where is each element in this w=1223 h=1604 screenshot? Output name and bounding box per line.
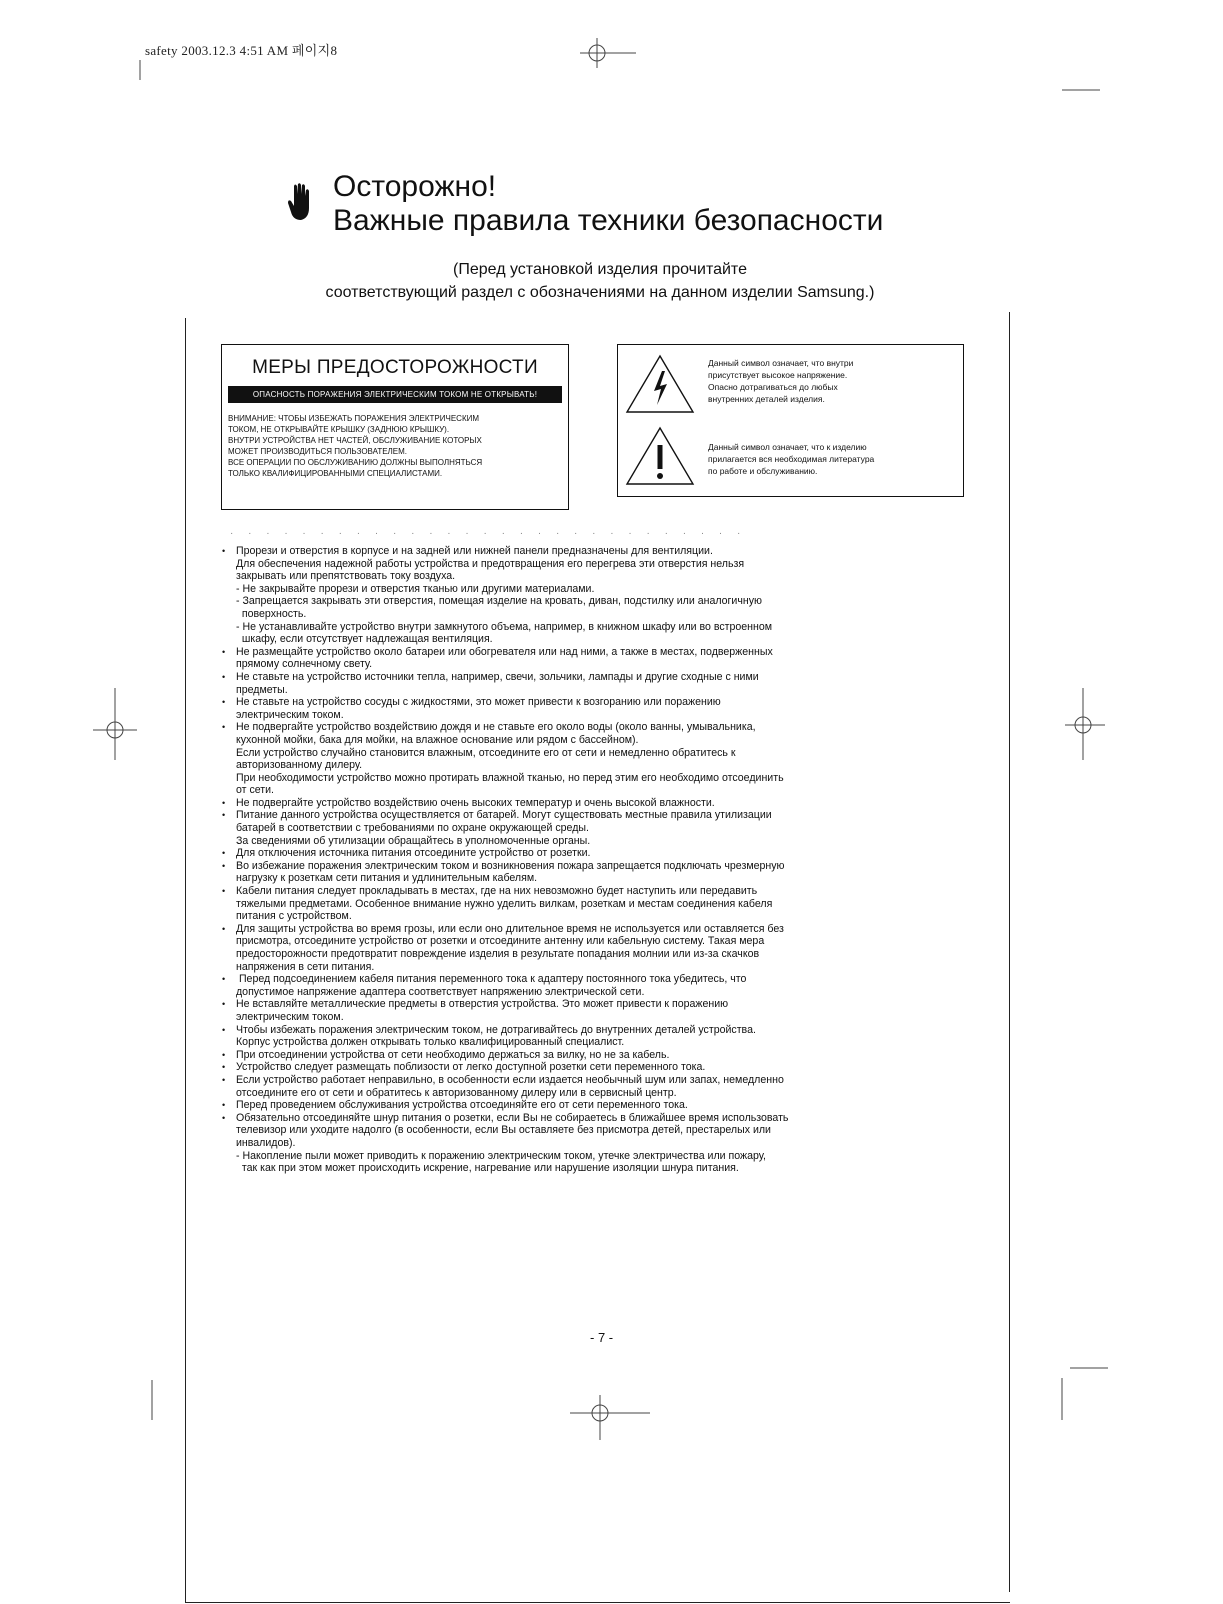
voltage-line: Данный символ означает, что внутри (708, 358, 854, 368)
bullet-item-line: • Прорези и отверстия в корпусе и на задней или нижней панели предназначены для вентиляции. (222, 545, 982, 558)
continuation-line: предметы. (236, 683, 288, 696)
continuation-line: авторизованному дилеру. (236, 759, 363, 772)
continuation-line: предосторожности предотвратит повреждение изделия в результате попадания молнии или из-за скачков (236, 948, 760, 960)
continuation-line: инвалидов). (236, 1136, 296, 1149)
continuation-line: прямому солнечному свету. (236, 658, 373, 671)
caution-line: ТОЛЬКО КВАЛИФИЦИРОВАННЫМИ СПЕЦИАЛИСТАМИ. (228, 469, 443, 478)
literature-line: прилагается вся необходимая литература (708, 454, 875, 464)
caution-line: ВСЕ ОПЕРАЦИИ ПО ОБСЛУЖИВАНИЮ ДОЛЖНЫ ВЫПОЛНЯТЬСЯ (228, 458, 483, 467)
continuation-line: тяжелыми предметами. Особенное внимание нужно уделить вилкам, розеткам и местам соединения кабеля (236, 897, 773, 910)
bullet-item-line: • Чтобы избежать поражения электрическим током, не дотрагивайтесь до внутренних деталей устройства. (222, 1024, 982, 1037)
page-title (333, 170, 883, 238)
frame-left-rule (185, 318, 187, 1603)
bullet-item-line: • Не подвергайте устройство воздействию очень высоких температур и очень высокой влажности. (222, 797, 982, 810)
continuation-line: электрическим током. (236, 1010, 344, 1023)
bullet-item-line: • Во избежание поражения электрическим током и возникновения пожара запрещается подключать чрезмерную (222, 860, 982, 873)
bullet-item-line: • Для защиты устройства во время грозы, или если оно длительное время не используется или оставляется без (222, 923, 982, 936)
continuation-line: - Накопление пыли может приводить к поражению электрическим током, утечке электричества или пожару, (236, 1149, 766, 1162)
voltage-line: присутствует высокое напряжение. (708, 370, 848, 380)
continuation-line: поверхность. (236, 607, 307, 620)
subtitle-line-1: (Перед установкой изделия прочитайте (453, 261, 747, 278)
high-voltage-warning-icon (624, 353, 696, 415)
continuation-line: За сведениями об утилизации обращайтесь в уполномоченные органы. (236, 834, 591, 847)
continuation-line: Корпус устройства должен открывать только квалифицированный специалист. (236, 1036, 625, 1049)
page-number: - 7 - (590, 1330, 614, 1345)
title-line-1: Осторожно! (333, 170, 497, 203)
exclamation-warning-icon (624, 425, 696, 487)
bullet-item-line: • Перед проведением обслуживания устройства отсоединяйте его от сети переменного тока. (222, 1099, 982, 1112)
continuation-line: кухонной мойки, бака для мойки, на влажное основание или рядом с бассейном). (236, 733, 639, 746)
stop-hand-icon (287, 182, 311, 222)
continuation-line: - Не устанавливайте устройство внутри замкнутого объема, например, в книжном шкафу или во встроенном (236, 620, 773, 633)
continuation-line: шкафу, если отсутствует надлежащая вентиляция. (236, 633, 493, 646)
continuation-line: так как при этом может происходить искрение, нагревание или нарушение изоляции шнура питания. (236, 1162, 739, 1175)
bullet-item-line: • Питание данного устройства осуществляется от батарей. Могут существовать местные правила утилизации (222, 809, 982, 822)
continuation-line: нагрузку к розеткам сети питания и удлинительным кабелям. (236, 872, 538, 885)
bullet-item-line: • Не размещайте устройство около батареи или обогревателя или над ними, а также в местах, подверженных (222, 646, 982, 659)
continuation-line: батарей в соответствии с требованиями по охране окружающей среды. (236, 822, 589, 835)
bullet-item-line: • Устройство следует размещать поблизости от легко доступной розетки сети переменного тока. (222, 1061, 982, 1074)
voltage-symbol-text (708, 357, 958, 405)
caution-text (228, 413, 562, 479)
continuation-line: электрическим током. (236, 708, 344, 721)
continuation-line: - Не закрывайте прорези и отверстия тканью или другими материалами. (236, 582, 595, 595)
subtitle-line-2: соответствующий раздел с обозначениями на данном изделии Samsung.) (325, 284, 875, 301)
caution-label (221, 344, 569, 510)
caution-line: ВНИМАНИЕ: ЧТОБЫ ИЗБЕЖАТЬ ПОРАЖЕНИЯ ЭЛЕКТРИЧЕСКИМ (228, 414, 480, 423)
literature-symbol-text (708, 441, 958, 477)
symbols-legend (617, 344, 964, 497)
continuation-line: напряжения в сети питания. (236, 960, 375, 973)
dotted-separator: · · · · · · · · · · · · · · · · · · · · · · · · · · · · · (230, 528, 747, 539)
bullet-item-line: • Если устройство работает неправильно, в особенности если издается необычный шум или запах, немедленно (222, 1074, 982, 1087)
continuation-line: от сети. (236, 784, 275, 797)
bullet-item-line: • Не ставьте на устройство источники тепла, например, свечи, зольчики, лампады и другие сходные с ними (222, 671, 982, 684)
voltage-line: Опасно дотрагиваться до любых (708, 382, 838, 392)
caution-band: ОПАСНОСТЬ ПОРАЖЕНИЯ ЭЛЕКТРИЧЕСКИМ ТОКОМ НЕ ОТКРЫВАТЬ! (228, 386, 562, 403)
bullet-item-line: • Кабели питания следует прокладывать в местах, где на них невозможно будет наступить или передавить (222, 885, 982, 898)
bullet-item-line: • Не вставляйте металлические предметы в отверстия устройства. Это может привести к поражению (222, 998, 982, 1011)
caution-title: МЕРЫ ПРЕДОСТОРОЖНОСТИ (252, 357, 538, 378)
bullet-item-line: • Для отключения источника питания отсоедините устройство от розетки. (222, 847, 982, 860)
title-line-2: Важные правила техники безопасности (333, 204, 884, 237)
bullet-item-line: • Перед подсоединением кабеля питания переменного тока к адаптеру постоянного тока убедитесь, что (222, 973, 982, 986)
continuation-line: закрывать или препятствовать току воздуха. (236, 570, 456, 583)
literature-line: по работе и обслуживанию. (708, 466, 818, 476)
bullet-item-line: • При отсоединении устройства от сети необходимо держаться за вилку, но не за кабель. (222, 1049, 982, 1062)
continuation-line: телевизор или уходите надолго (в особенности, если Вы оставляете без присмотра детей, престарелых или (236, 1124, 771, 1137)
literature-line: Данный символ означает, что к изделию (708, 442, 867, 452)
continuation-line: допустимое напряжение адаптера соответствует напряжению электрической сети. (236, 985, 645, 998)
continuation-line: присмотра, отсоедините устройство от розетки и отсоедините антенну или кабельную систему. Такая мера (236, 935, 765, 948)
continuation-line: - Запрещается закрывать эти отверстия, помещая изделие на кровать, диван, подстилку или аналогичную (236, 595, 762, 608)
continuation-line: отсоедините его от сети и обратитесь к авторизованному дилеру или в сервисный центр. (236, 1086, 677, 1099)
continuation-line: При необходимости устройство можно протирать влажной тканью, но перед этим его необходимо отсоединить (236, 771, 784, 784)
caution-line: МОЖЕТ ПРОИЗВОДИТЬСЯ ПОЛЬЗОВАТЕЛЕМ. (228, 447, 408, 456)
caution-line: ТОКОМ, НЕ ОТКРЫВАЙТЕ КРЫШКУ (ЗАДНЮЮ КРЫШКУ). (228, 425, 450, 434)
frame-right-rule (1009, 312, 1011, 1592)
print-slug: safety 2003.12.3 4:51 AM 페이지8 (145, 43, 338, 58)
continuation-line: Для обеспечения надежной работы устройства и предотвращения его перегрева эти отверстия нельзя (236, 557, 745, 570)
bullet-item-line: • Обязательно отсоединяйте шнур питания о розетки, если Вы не собираетесь в ближайшее время использовать (222, 1112, 982, 1125)
caution-line: ВНУТРИ УСТРОЙСТВА НЕТ ЧАСТЕЙ, ОБСЛУЖИВАНИЕ КОТОРЫХ (228, 436, 482, 445)
voltage-line: внутренних деталей изделия. (708, 394, 825, 404)
bullet-item-line: • Не подвергайте устройство воздействию дождя и не ставьте его около воды (около ванны, умывальника, (222, 721, 982, 734)
continuation-line: питания с устройством. (236, 910, 352, 923)
safety-instructions (222, 545, 982, 1175)
bullet-item-line: • Не ставьте на устройство сосуды с жидкостями, это может привести к возгоранию или поражению (222, 696, 982, 709)
subtitle (150, 258, 1050, 304)
continuation-line: Если устройство случайно становится влажным, отсоедините его от сети и немедленно обратитесь к (236, 746, 736, 759)
instruction-list (222, 545, 982, 1175)
